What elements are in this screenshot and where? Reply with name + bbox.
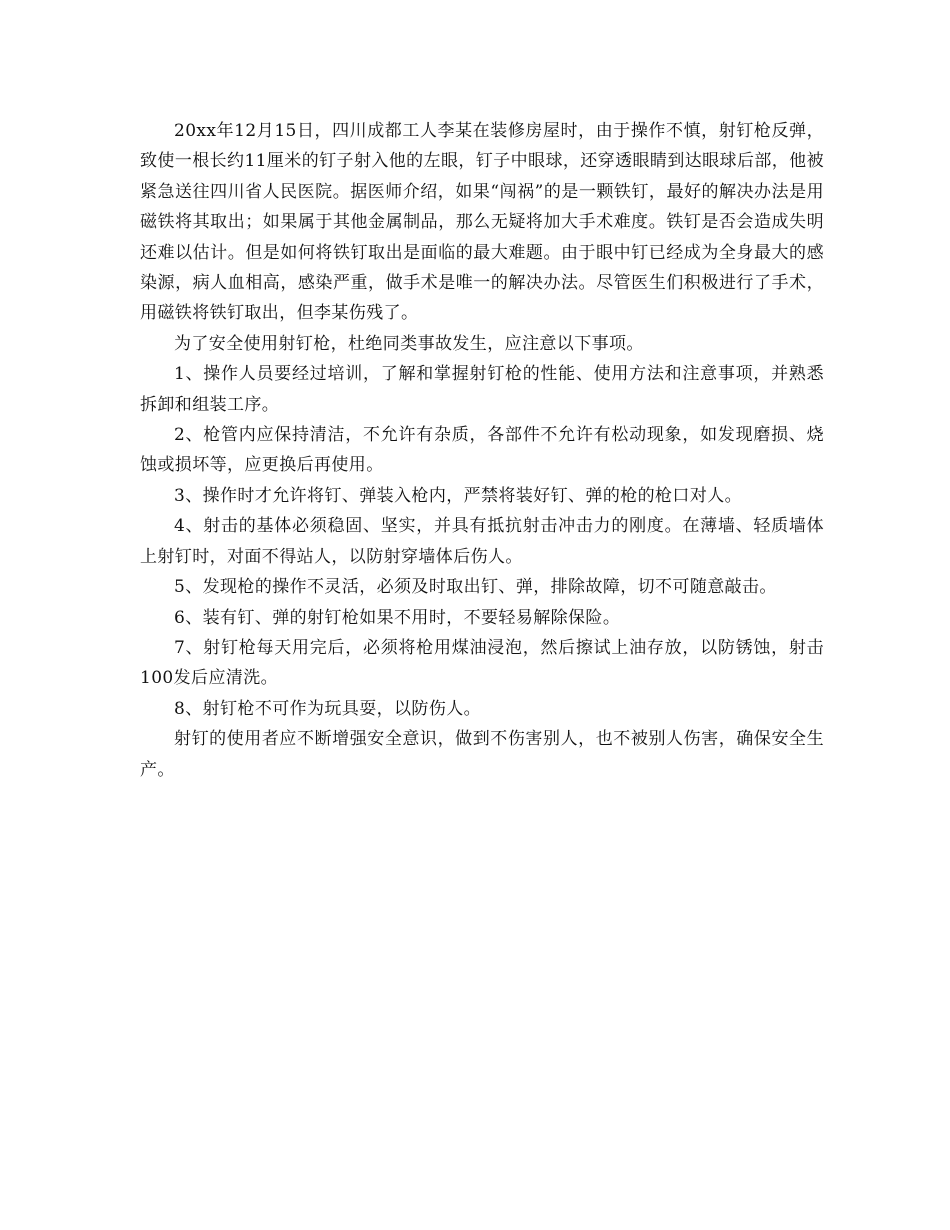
paragraph-item-3: 3、操作时才允许将钉、弹装入枪内，严禁将装好钉、弹的枪的枪口对人。 <box>174 485 743 506</box>
document-body <box>140 116 824 785</box>
paragraph-item-6: 6、装有钉、弹的射钉枪如果不用时，不要轻易解除保险。 <box>174 607 621 628</box>
paragraph-incident: 20xx年12月15日，四川成都工人李某在装修房屋时，由于操作不慎，射钉枪反弹，致使一根长约11厘米的钉子射入他的左眼，钉子中眼球，还穿透眼睛到达眼球后部，他被紧急送往四川省人民医院。据医师介绍，如果“闯祸”的是一颗铁钉，最好的解决办法是用磁铁将其取出；如果属于其他金属制品，那么无疑将加大手术难度。铁钉是否会造成失明还难以估计。但是如何将铁钉取出是面临的最大难题。由于眼中钉已经成为全身最大的感染源，病人血相高，感染严重，做手术是唯一的解决办法。尽管医生们积极进行了手术，用磁铁将铁钉取出，但李某伤残了。 <box>140 121 824 324</box>
paragraph-conclusion: 射钉的使用者应不断增强安全意识，做到不伤害别人，也不被别人伤害，确保安全生产。 <box>140 729 824 780</box>
paragraph-item-7: 7、射钉枪每天用完后，必须将枪用煤油浸泡，然后擦试上油存放，以防锈蚀，射击100发后应清洗。 <box>140 637 824 689</box>
paragraph-item-8: 8、射钉枪不可作为玩具耍，以防伤人。 <box>174 698 482 719</box>
paragraph-item-1: 1、操作人员要经过培训，了解和掌握射钉枪的性能、使用方法和注意事项，并熟悉拆卸和组装工序。 <box>140 364 824 415</box>
paragraph-item-5: 5、发现枪的操作不灵活，必须及时取出钉、弹，排除故障，切不可随意敲击。 <box>174 577 777 598</box>
paragraph-item-2: 2、枪管内应保持清洁，不允许有杂质，各部件不允许有松动现象，如发现磨损、烧蚀或损坏等，应更换后再使用。 <box>140 425 824 476</box>
paragraph-intro: 为了安全使用射钉枪，杜绝同类事故发生，应注意以下事项。 <box>174 333 644 354</box>
paragraph-item-4: 4、射击的基体必须稳固、坚实，并具有抵抗射击冲击力的刚度。在薄墙、轻质墙体上射钉时，对面不得站人，以防射穿墙体后伤人。 <box>140 516 824 567</box>
